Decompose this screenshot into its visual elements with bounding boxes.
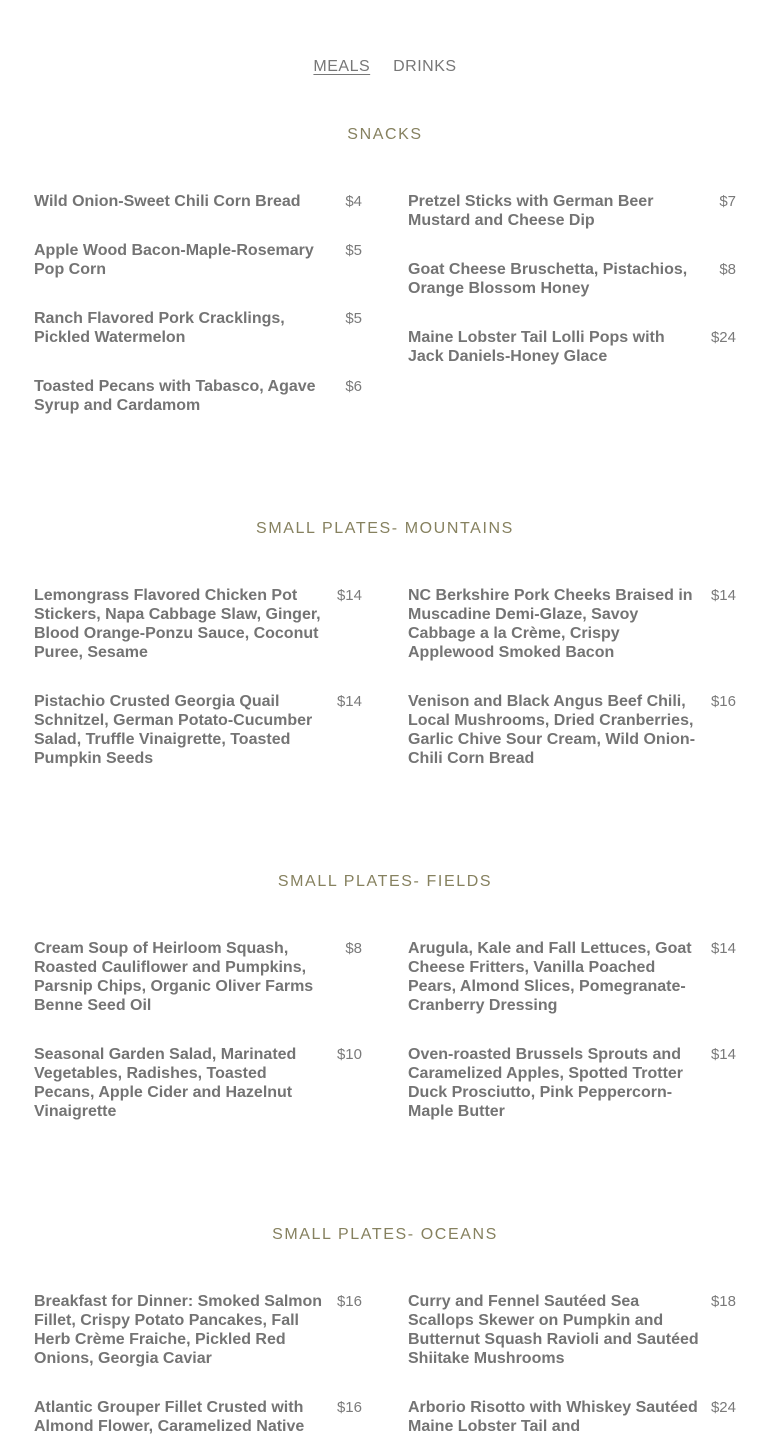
menu-item — [408, 328, 738, 366]
item-name: Breakfast for Dinner: Smoked Salmon Fillet, Crispy Potato Pancakes, Fall Herb Crème Fraiche, Pickled Red Onions, Georgia Caviar — [34, 1293, 323, 1367]
menu-item — [408, 192, 738, 230]
item-name: Lemongrass Flavored Chicken Pot Stickers, Napa Cabbage Slaw, Ginger, Blood Orange-Ponzu Sauce, Coconut Puree, Sesame — [34, 587, 321, 661]
item-price: $8 — [719, 261, 736, 278]
item-price: $7 — [719, 193, 736, 210]
item-name: Maine Lobster Tail Lolli Pops with Jack Daniels-Honey Glace — [408, 329, 665, 365]
tab-drinks[interactable]: DRINKS — [393, 58, 457, 75]
item-name: Cream Soup of Heirloom Squash, Roasted Cauliflower and Pumpkins, Parsnip Chips, Organic Oliver Farms Benne Seed Oil — [34, 940, 314, 1014]
item-name: Arborio Risotto with Whiskey Sautéed Maine Lobster Tail and — [408, 1399, 698, 1435]
item-name: Ranch Flavored Pork Cracklings, Pickled Watermelon — [34, 310, 285, 346]
menu-item — [408, 939, 738, 1015]
item-name: Pistachio Crusted Georgia Quail Schnitzel, German Potato-Cucumber Salad, Truffle Vinaigrette, Toasted Pumpkin Seeds — [34, 693, 313, 767]
section-title-mountains: SMALL PLATES- MOUNTAINS — [256, 520, 514, 537]
item-price: $5 — [345, 242, 362, 259]
item-price: $16 — [336, 1293, 362, 1310]
section-title-oceans: SMALL PLATES- OCEANS — [272, 1226, 498, 1243]
item-price: $6 — [345, 378, 362, 395]
menu-item — [34, 586, 364, 662]
item-price: $4 — [345, 193, 362, 210]
item-name: Oven-roasted Brussels Sprouts and Caramelized Apples, Spotted Trotter Duck Prosciutto, Pink Peppercorn-Maple Butter — [408, 1046, 684, 1120]
tab-meals[interactable]: MEALS — [313, 58, 371, 75]
item-price: $18 — [710, 1293, 736, 1310]
item-name: Venison and Black Angus Beef Chili, Local Mushrooms, Dried Cranberries, Garlic Chive Sour Cream, Wild Onion-Chili Corn Bread — [408, 693, 696, 767]
item-name: Apple Wood Bacon-Maple-Rosemary Pop Corn — [34, 242, 314, 278]
item-price: $24 — [710, 1399, 736, 1416]
menu-item — [34, 309, 364, 347]
menu-item — [34, 241, 364, 279]
item-price: $14 — [710, 587, 736, 604]
menu-item — [34, 1045, 364, 1121]
item-price: $14 — [710, 940, 736, 957]
item-name: Pretzel Sticks with German Beer Mustard and Cheese Dip — [408, 193, 654, 229]
item-name: Atlantic Grouper Fillet Crusted with Almond Flower, Caramelized Native — [34, 1399, 305, 1435]
item-price: $24 — [710, 329, 736, 346]
item-name: Wild Onion-Sweet Chili Corn Bread — [34, 193, 301, 210]
section-title-snacks: SNACKS — [347, 126, 423, 143]
menu-item — [408, 260, 738, 298]
section-title-fields: SMALL PLATES- FIELDS — [277, 873, 493, 890]
item-name: Toasted Pecans with Tabasco, Agave Syrup and Cardamom — [34, 378, 316, 414]
item-price: $10 — [336, 1046, 362, 1063]
menu-item — [34, 939, 364, 1015]
item-price: $14 — [710, 1046, 736, 1063]
item-price: $16 — [336, 1399, 362, 1416]
item-price: $8 — [345, 940, 362, 957]
item-name: Curry and Fennel Sautéed Sea Scallops Skewer on Pumpkin and Butternut Squash Ravioli and Sautéed Shiitake Mushrooms — [408, 1293, 699, 1367]
item-price: $16 — [710, 693, 736, 710]
menu-item — [408, 586, 738, 662]
item-price: $14 — [336, 693, 362, 710]
item-price: $14 — [336, 587, 362, 604]
item-name: Arugula, Kale and Fall Lettuces, Goat Cheese Fritters, Vanilla Poached Pears, Almond Slices, Pomegranate-Cranberry Dressing — [408, 940, 692, 1014]
item-name: NC Berkshire Pork Cheeks Braised in Muscadine Demi-Glaze, Savoy Cabbage a la Crème, Crispy Applewood Smoked Bacon — [408, 587, 693, 661]
menu-item — [408, 1292, 738, 1368]
menu-item — [408, 692, 738, 768]
item-name: Goat Cheese Bruschetta, Pistachios, Orange Blossom Honey — [408, 261, 688, 297]
item-price: $5 — [345, 310, 362, 327]
menu-item — [34, 1292, 364, 1368]
menu-item — [34, 692, 364, 768]
item-name: Seasonal Garden Salad, Marinated Vegetables, Radishes, Toasted Pecans, Apple Cider and Hazelnut Vinaigrette — [34, 1046, 297, 1120]
menu-item — [34, 1398, 364, 1436]
menu-item — [408, 1398, 738, 1436]
menu-item — [34, 192, 364, 211]
menu-item — [34, 377, 364, 415]
menu-tabs — [0, 58, 770, 76]
menu-item — [408, 1045, 738, 1121]
